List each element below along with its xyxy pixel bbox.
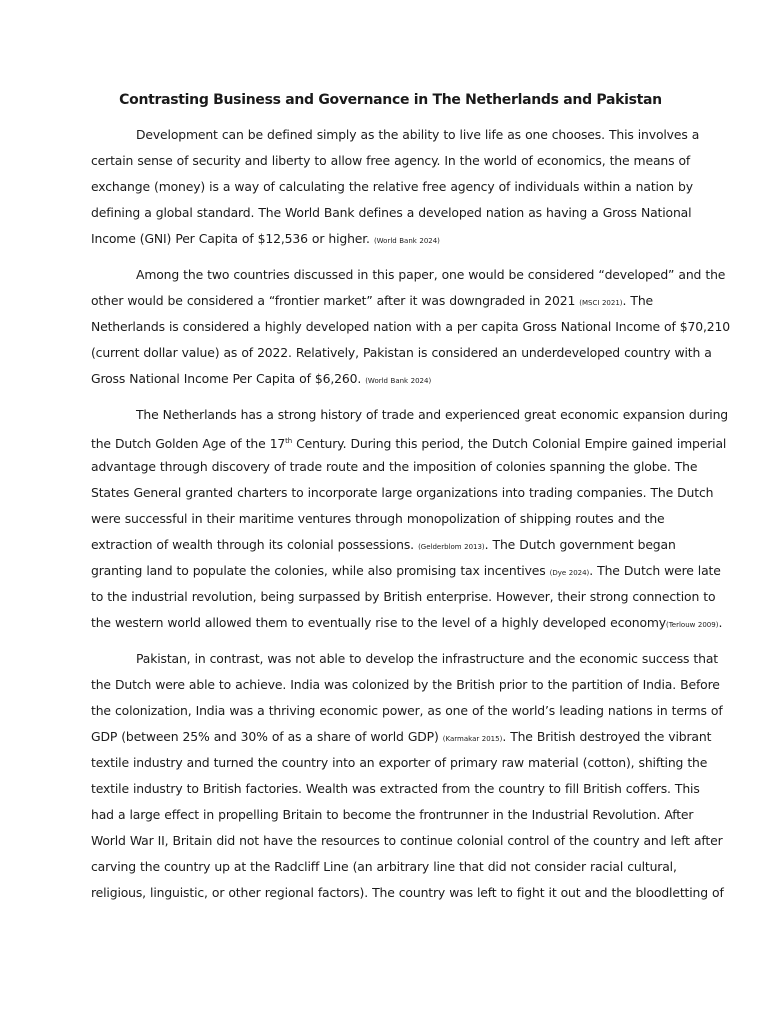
text-line <box>91 366 690 392</box>
text-line: the colonization, India was a thriving economic power, as one of the world’s leading nations in terms of <box>91 703 723 718</box>
text-line: carving the country up at the Radcliff Line (an arbitrary line that did not consider racial cultural, <box>91 859 677 874</box>
text-segment: Century. During this period, the Dutch Colonial Empire gained imperial <box>292 436 727 452</box>
citation: (MSCI 2021) <box>579 299 623 307</box>
text-line <box>91 724 712 750</box>
text-segment: other would be considered a “frontier market” after it was downgraded in 2021 <box>91 293 580 308</box>
text-segment: . <box>718 615 723 630</box>
paragraph-4 <box>91 646 724 906</box>
text-segment: extraction of wealth through its colonial possessions. <box>91 537 419 552</box>
text-line: Pakistan, in contrast, was not able to develop the infrastructure and the economic success that <box>136 651 718 666</box>
text-line: certain sense of security and liberty to allow free agency. In the world of economics, the means of <box>91 153 691 168</box>
text-segment: Income (GNI) Per Capita of $12,536 or higher. <box>91 231 374 246</box>
text-line <box>91 532 690 558</box>
text-segment: . The Dutch were late <box>589 563 721 578</box>
text-segment: granting land to populate the colonies, while also promising tax incentives <box>91 563 550 578</box>
text-line <box>91 226 690 252</box>
document-title: Contrasting Business and Governance in The Netherlands and Pakistan <box>119 92 662 108</box>
citation: (Karmakar 2015) <box>442 735 503 743</box>
paragraph-3 <box>91 402 728 636</box>
text-line: The Netherlands has a strong history of trade and experienced great economic expansion during <box>136 407 728 422</box>
citation: (World Bank 2024) <box>373 237 440 245</box>
text-line: were successful in their maritime ventures through monopolization of shipping routes and the <box>91 511 665 526</box>
text-segment: Gross National Income Per Capita of $6,260. <box>91 371 366 386</box>
text-line: States General granted charters to incorporate large organizations into trading companies. The Dutch <box>91 485 714 500</box>
text-line: defining a global standard. The World Bank defines a developed nation as having a Gross National <box>91 205 692 220</box>
text-line: the Dutch were able to achieve. India was colonized by the British prior to the partition of India. Before <box>91 677 720 692</box>
paragraph-1 <box>91 122 700 252</box>
citation: (World Bank 2024) <box>365 377 432 385</box>
text-line: religious, linguistic, or other regional factors). The country was left to fight it out and the bloodletting of <box>91 885 724 900</box>
text-line: advantage through discovery of trade route and the imposition of colonies spanning the globe. The <box>91 459 698 474</box>
text-line <box>91 610 723 636</box>
text-segment: . The British destroyed the vibrant <box>502 729 712 744</box>
citation: (Dye 2024) <box>549 569 590 577</box>
text-line: Netherlands is considered a highly developed nation with a per capita Gross National Income of $70,210 <box>91 319 730 334</box>
text-line: to the industrial revolution, being surpassed by British enterprise. However, their strong connection to <box>91 589 716 604</box>
text-line: textile industry to British factories. Wealth was extracted from the country to fill British coffers. This <box>91 781 700 796</box>
superscript: th <box>285 437 293 445</box>
text-line <box>91 428 727 454</box>
text-line <box>91 288 690 314</box>
paragraph-2 <box>91 262 730 392</box>
text-line: (current dollar value) as of 2022. Relatively, Pakistan is considered an underdeveloped country with a <box>91 345 712 360</box>
text-segment: GDP (between 25% and 30% of as a share of world GDP) <box>91 729 443 744</box>
text-line: Development can be defined simply as the ability to live life as one chooses. This involves a <box>136 127 700 142</box>
text-segment: . The <box>622 293 654 308</box>
text-segment: the Dutch Golden Age of the 17 <box>91 436 286 452</box>
text-line: exchange (money) is a way of calculating the relative free agency of individuals within a nation by <box>91 179 693 194</box>
text-line: Among the two countries discussed in this paper, one would be considered “developed” and the <box>136 267 726 282</box>
text-segment: . The Dutch government began <box>484 537 676 552</box>
text-line: World War II, Britain did not have the resources to continue colonial control of the country and left after <box>91 833 723 848</box>
text-segment: the western world allowed them to eventually rise to the level of a highly developed economy <box>91 615 666 630</box>
text-line: textile industry and turned the country into an exporter of primary raw material (cotton), shifting the <box>91 755 708 770</box>
text-line <box>91 558 721 584</box>
citation: (Gelderblom 2013) <box>418 543 485 551</box>
text-line: had a large effect in propelling Britain to become the frontrunner in the Industrial Revolution. After <box>91 807 694 822</box>
citation: (Terlouw 2009) <box>665 621 719 629</box>
